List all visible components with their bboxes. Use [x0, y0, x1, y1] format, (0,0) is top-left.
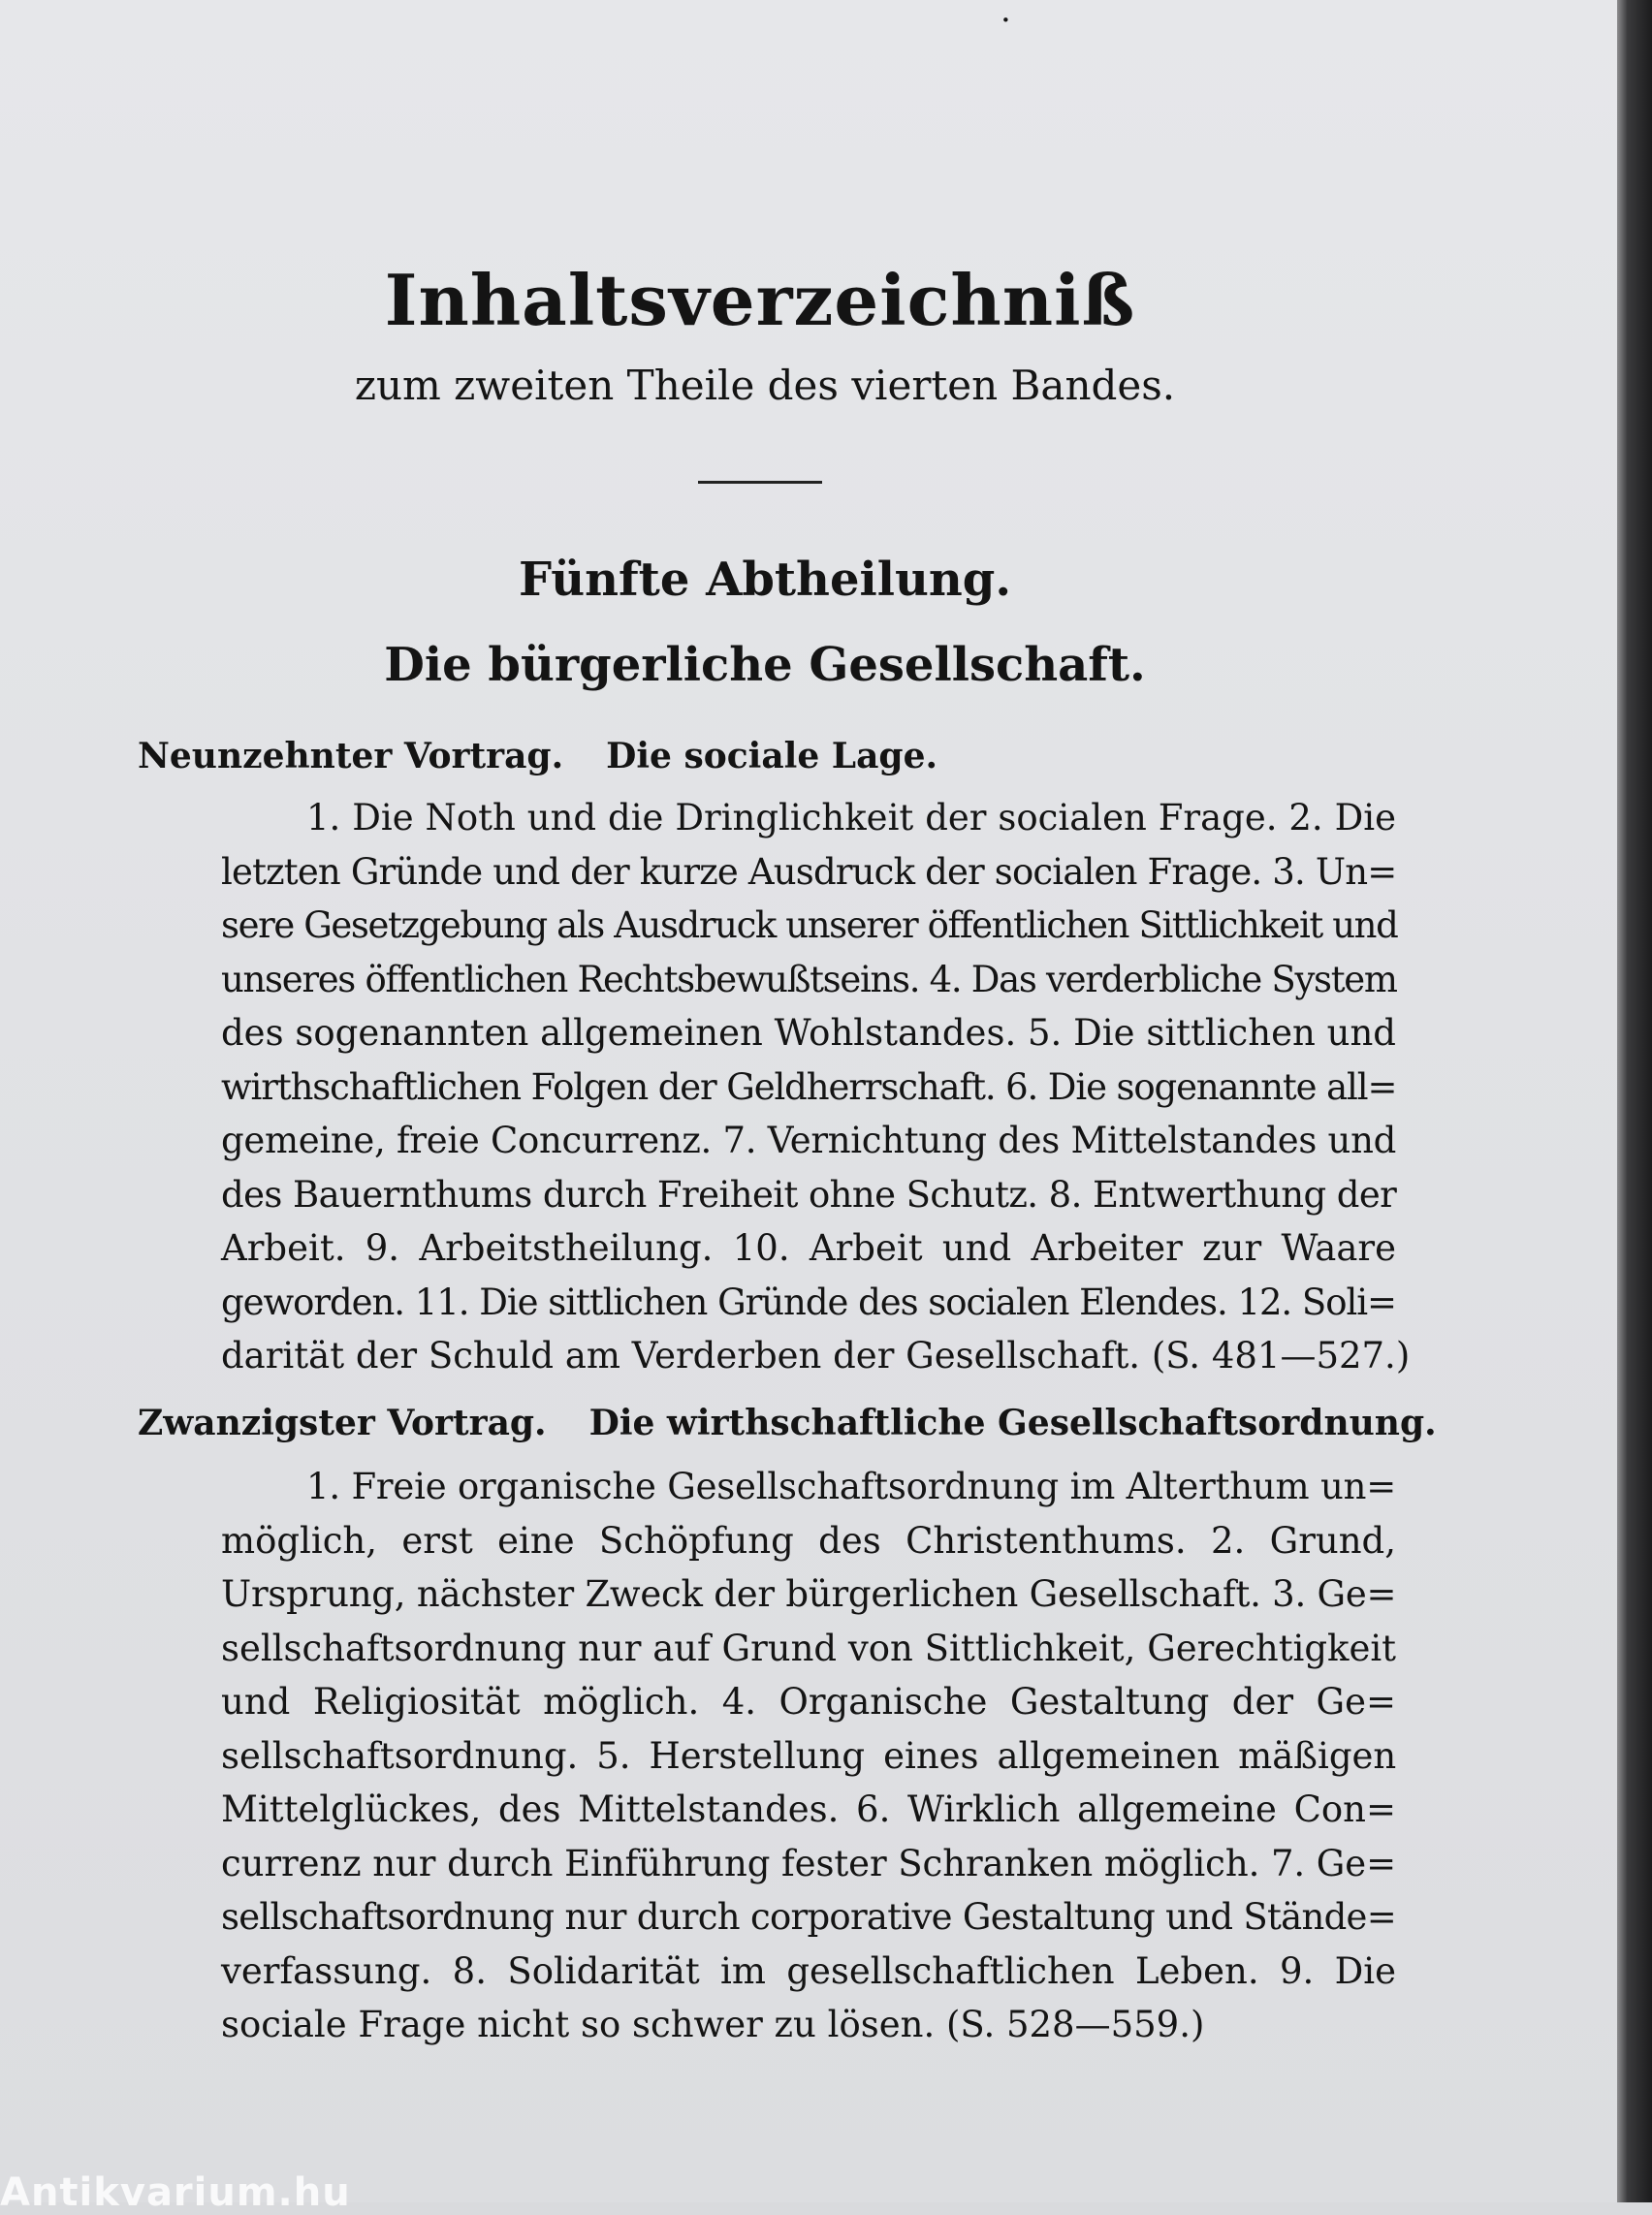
section-heading: Fünfte Abtheilung. [518, 553, 1012, 607]
contents-line: möglich, erst eine Schöpfung des Christenthums. 2. Grund, [221, 1519, 1396, 1562]
contents-line: geworden. 11. Die sittlichen Gründe des socialen Elendes. 12. Soli= [221, 1281, 1396, 1323]
contents-line: und Religiosität möglich. 4. Organische Gestaltung der Ge= [221, 1681, 1396, 1723]
divider-rule [698, 481, 822, 484]
lecture-topic: Die sociale Lage. [606, 736, 938, 776]
contents-line: unseres öffentlichen Rechtsbewußtseins. 4. Das verderbliche System [221, 958, 1397, 1000]
lecture-contents [221, 791, 1411, 1383]
page-title: Inhaltsverzeichniß [384, 259, 1136, 341]
page-subtitle: zum zweiten Theile des vierten Bandes. [354, 362, 1176, 409]
page-edge [1617, 0, 1652, 2202]
lecture-title [138, 1400, 1437, 1446]
contents-line: currenz nur durch Einführung fester Schranken möglich. 7. Ge= [221, 1842, 1396, 1884]
contents-line: des sogenannten allgemeinen Wohlstandes. 5. Die sittlichen und [221, 1012, 1396, 1054]
watermark: Antikvarium.hu [0, 2170, 351, 2215]
contents-line: 1. Freie organische Gesellschaftsordnung im Alterthum un= [306, 1466, 1396, 1507]
contents-line: sellschaftsordnung nur durch corporative Gestaltung und Stände= [221, 1896, 1396, 1938]
contents-line: gemeine, freie Concurrenz. 7. Vernichtung des Mittelstandes und [221, 1120, 1396, 1161]
lecture-label: Neunzehnter Vortrag. [138, 736, 564, 776]
lecture-label: Zwanzigster Vortrag. [138, 1403, 547, 1443]
contents-line: wirthschaftlichen Folgen der Geldherrschaft. 6. Die sogenannte all= [221, 1065, 1397, 1108]
contents-line: sere Gesetzgebung als Ausdruck unserer öffentlichen Sittlichkeit und [221, 904, 1398, 946]
lecture-contents [221, 1460, 1396, 2052]
contents-line: Arbeit. 9. Arbeitstheilung. 10. Arbeit und Arbeiter zur Waare [221, 1227, 1396, 1269]
contents-line: darität der Schuld am Verderben der Gesellschaft. (S. 481—527.) [221, 1335, 1411, 1376]
top-mark: · [1001, 1, 1011, 40]
contents-line: sociale Frage nicht so schwer zu lösen. (S. 528—559.) [221, 2004, 1205, 2045]
section-subheading: Die bürgerliche Gesellschaft. [384, 638, 1146, 692]
contents-line: des Bauernthums durch Freiheit ohne Schutz. 8. Entwerthung der [221, 1173, 1397, 1216]
contents-line: sellschaftsordnung. 5. Herstellung eines allgemeinen mäßigen [221, 1734, 1397, 1777]
lecture-title [138, 733, 937, 779]
contents-line: Ursprung, nächster Zweck der bürgerlichen Gesellschaft. 3. Ge= [221, 1573, 1397, 1615]
contents-line: letzten Gründe und der kurze Ausdruck der socialen Frage. 3. Un= [221, 850, 1397, 893]
contents-line: Mittelglückes, des Mittelstandes. 6. Wirklich allgemeine Con= [221, 1788, 1396, 1830]
contents-line: sellschaftsordnung nur auf Grund von Sittlichkeit, Gerechtigkeit [221, 1627, 1396, 1669]
contents-line: verfassung. 8. Solidarität im gesellschaftlichen Leben. 9. Die [221, 1949, 1396, 1992]
contents-line: 1. Die Noth und die Dringlichkeit der socialen Frage. 2. Die [306, 797, 1396, 839]
lecture-topic: Die wirthschaftliche Gesellschaftsordnung. [588, 1403, 1437, 1443]
